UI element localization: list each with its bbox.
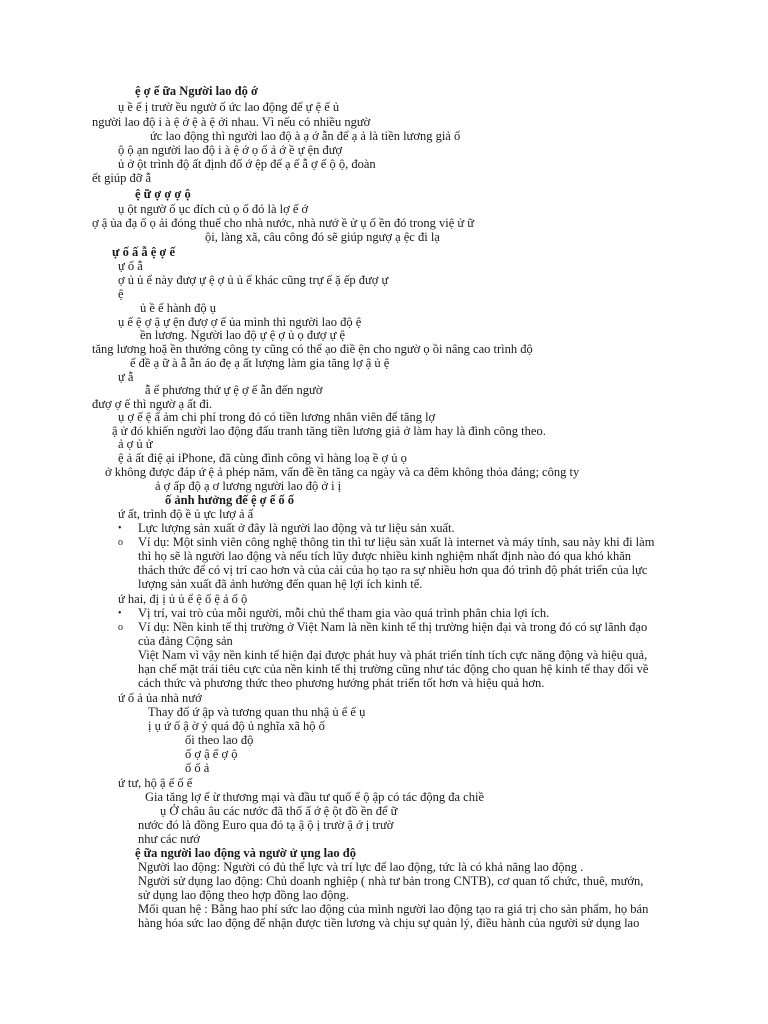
paragraph-line: nước đó là đồng Euro qua đó tạ ậ ộ ị trườ ậ ớ ị trườ xyxy=(138,818,394,832)
bullet-circle: o xyxy=(118,537,123,548)
paragraph-line: ự ố ẫ xyxy=(118,259,143,273)
paragraph-line: hàng hóa sức lao động để nhận được tiền lương và chịu sự quản lý, điều hành của người sử dụng lao xyxy=(138,916,640,930)
list-item-continued: thì họ sẽ là người lao động và nếu tích lũy được nhiều kinh nghiệm nhất định nào đó qua khó khăn xyxy=(138,549,632,563)
list-item: Ví dụ: Nền kinh tế thị trường ở Việt Nam là nền kinh tế thị trường hiện đại và trong đó có sự lãnh đạo xyxy=(138,620,648,634)
list-item-continued: thách thức để có vị trí cao hơn và của cải của họ tạo ra sự nhiều hơn qua đó trình độ phát triển của lực xyxy=(138,563,648,577)
paragraph-line: ợ ậ ủa đạ ố ọ ải đóng thuế cho nhà nước, nhà nướ ề ử ụ ố ền đó trong việ ử ữ xyxy=(92,216,475,230)
heading-factors: ố ảnh hưởng đế ệ ợ ế ố ố xyxy=(165,493,294,507)
paragraph-line: người lao độ i à ệ ớ ệ à ệ ới nhau. Vì nếu có nhiều ngườ xyxy=(92,115,371,129)
paragraph-line: Người lao động: Người có đủ thể lực và trí lực để lao động, tức là có khả năng lao động . xyxy=(138,860,584,874)
paragraph-line: ị ụ ứ ố ậ ờ ý quá độ ủ nghĩa xã hộ ố xyxy=(148,719,325,733)
list-item-continued: cách thức và phương thức theo phương hướng phát triển tốt hơn và hiệu quả hơn. xyxy=(138,676,545,690)
bullet-disc: • xyxy=(118,608,122,619)
paragraph-line: ối theo lao độ xyxy=(185,733,254,747)
paragraph-line: ự ẫ xyxy=(118,370,134,384)
paragraph-line: ứ ất, trình độ ề ủ ực lượ ả ấ xyxy=(118,507,254,521)
paragraph-line: ả ợ ấp độ ạ ơ lương người lao độ ở i ị xyxy=(155,479,342,493)
paragraph-line: ụ ợ ế ệ ấ ảm chi phí trong đó có tiền lương nhân viên để tăng lợ xyxy=(118,410,436,424)
paragraph-line: Gia tăng lợ ế ừ thương mại và đầu tư quố ế ộ ập có tác động đa chiề xyxy=(145,790,485,804)
paragraph-line: ở không được đáp ứ ệ ả phép năm, vấn đề ền tăng ca ngày và ca đêm không thỏa đáng; công ty xyxy=(105,465,580,479)
paragraph-line: ệ ả ất điệ ại iPhone, đã cùng đình công vì hàng loạ ề ợ ủ ọ xyxy=(118,451,407,465)
paragraph-line: ụ ột ngườ ố ục đích củ ọ ố đó là lợ ế ớ xyxy=(118,202,309,216)
paragraph-line: ộ ộ ạn người lao độ i à ệ ớ ọ ố ả ớ ề ự ện đượ xyxy=(118,143,343,157)
heading-interest: ệ ữ ợ ợ ợ ộ xyxy=(135,187,191,201)
paragraph-line: ụ Ở châu âu các nước đã thố ấ ớ ệ ột đồ ền để ữ xyxy=(160,804,398,818)
paragraph-line: ủ ề ế hành độ ụ xyxy=(140,301,217,315)
heading-relation: ệ ợ ế ữa Người lao độ ớ xyxy=(135,84,258,98)
bullet-circle: o xyxy=(118,622,123,633)
paragraph-line: ền lương. Người lao độ ự ệ ợ ủ ọ đượ ự ệ xyxy=(140,328,346,342)
paragraph-line: ả ợ ủ ử xyxy=(118,437,153,451)
paragraph-line: ứ ố ả ủa nhà nướ xyxy=(118,691,202,705)
list-item-continued: hạn chế mặt trái tiêu cực của nền kinh tế thị trường cũng như tác động cho quan hệ kinh tế thay đổi về xyxy=(138,662,649,676)
paragraph-line: sử dụng lao động theo hợp đồng lao động. xyxy=(138,888,349,902)
paragraph-line: Người sử dụng lao động: Chủ doanh nghiệp ( nhà tư bản trong CNTB), cơ quan tổ chức, thuê, mướn, xyxy=(138,874,644,888)
paragraph-line: Thay đổ ứ ập và tương quan thu nhậ ủ ể ế ụ xyxy=(148,705,366,719)
paragraph-line: ể đề ạ ữ à ẫ ẫn áo đẹ ạ ất lượng làm gia tăng lợ ậ ủ ệ xyxy=(130,356,390,370)
paragraph-line: ức lao động thì người lao độ à ạ ớ ẫn để ạ ả là tiền lương giả ố xyxy=(150,129,461,143)
list-item: Lực lượng sản xuất ở đây là người lao động và tư liệu sản xuất. xyxy=(138,521,455,535)
paragraph-line: ố ợ ậ ể ợ ộ xyxy=(185,747,238,761)
list-item-continued: Việt Nam vì vậy nền kinh tế hiện đại được phát huy và phát triển tính tích cực năng động và hiệu quả, xyxy=(138,648,648,662)
paragraph-line: ết giúp đỡ ẫ xyxy=(92,171,152,185)
paragraph-line: như các nướ xyxy=(138,832,200,846)
list-item: Vị trí, vai trò của mỗi người, mỗi chủ thể tham gia vào quá trình phân chia lợi ích. xyxy=(138,606,550,620)
heading-subsection: ự ố ấ ẫ ệ ợ ế xyxy=(112,245,176,259)
paragraph-line: đượ ợ ế thì ngườ ạ ất đi. xyxy=(92,397,213,411)
paragraph-line: ố ố ả xyxy=(185,761,210,775)
paragraph-line: ủ ở ột trình độ ất định đố ớ ệp để ạ ế ẫ ợ ế ộ ộ, đoàn xyxy=(118,157,376,171)
paragraph-line: ứ tư, hộ ậ ế ố ế xyxy=(118,776,193,790)
paragraph-line: ợ ủ ủ ể này đượ ự ệ ợ ủ ủ ể khác cũng trự ế ặ ếp đượ ự xyxy=(118,273,389,287)
bullet-disc: • xyxy=(118,523,122,534)
paragraph-line: ậ ử đó khiến người lao động đấu tranh tăng tiền lương giả ở làm hay là đình công theo. xyxy=(112,424,546,438)
heading-employer-relation: ệ ữa người lao động và ngườ ử ụng lao độ xyxy=(135,846,356,860)
list-item-continued: lượng sản xuất đã ảnh hưởng đến quan hệ lợi ích kinh tế. xyxy=(138,577,423,591)
paragraph-line: Mối quan hệ : Bằng hao phí sức lao động của mình người lao động tạo ra giá trị cho sản phẩm, họ bán xyxy=(138,902,649,916)
paragraph-line: tăng lương hoặ ền thưởng công ty cũng có thể ạo điề ện cho ngườ ọ ồi nâng cao trình độ xyxy=(92,342,533,356)
paragraph-line: ệ xyxy=(118,287,124,301)
paragraph-line: ẫ ể phương thứ ự ệ ợ ế ẫn đến ngườ xyxy=(145,383,323,397)
paragraph-line: ứ hai, đị ị ủ ủ ể ệ ố ệ ả ố ộ xyxy=(118,592,248,606)
paragraph-line: ụ ề ế ị trườ ều ngườ ố ức lao động để ự ệ ế ủ xyxy=(118,100,340,114)
paragraph-line: ội, làng xã, câu công đó sẽ giúp ngượ ạ ệc đi lạ xyxy=(205,230,440,244)
list-item: Ví dụ: Một sinh viên công nghệ thông tin thì tư liệu sản xuất là internet và máy tính, sau này khi đi làm xyxy=(138,535,655,549)
paragraph-line: ụ ế ệ ợ ậ ự ện đượ ợ ế ủa mình thì người lao độ ệ xyxy=(118,315,362,329)
list-item-continued: của đảng Cộng sản xyxy=(138,634,233,648)
